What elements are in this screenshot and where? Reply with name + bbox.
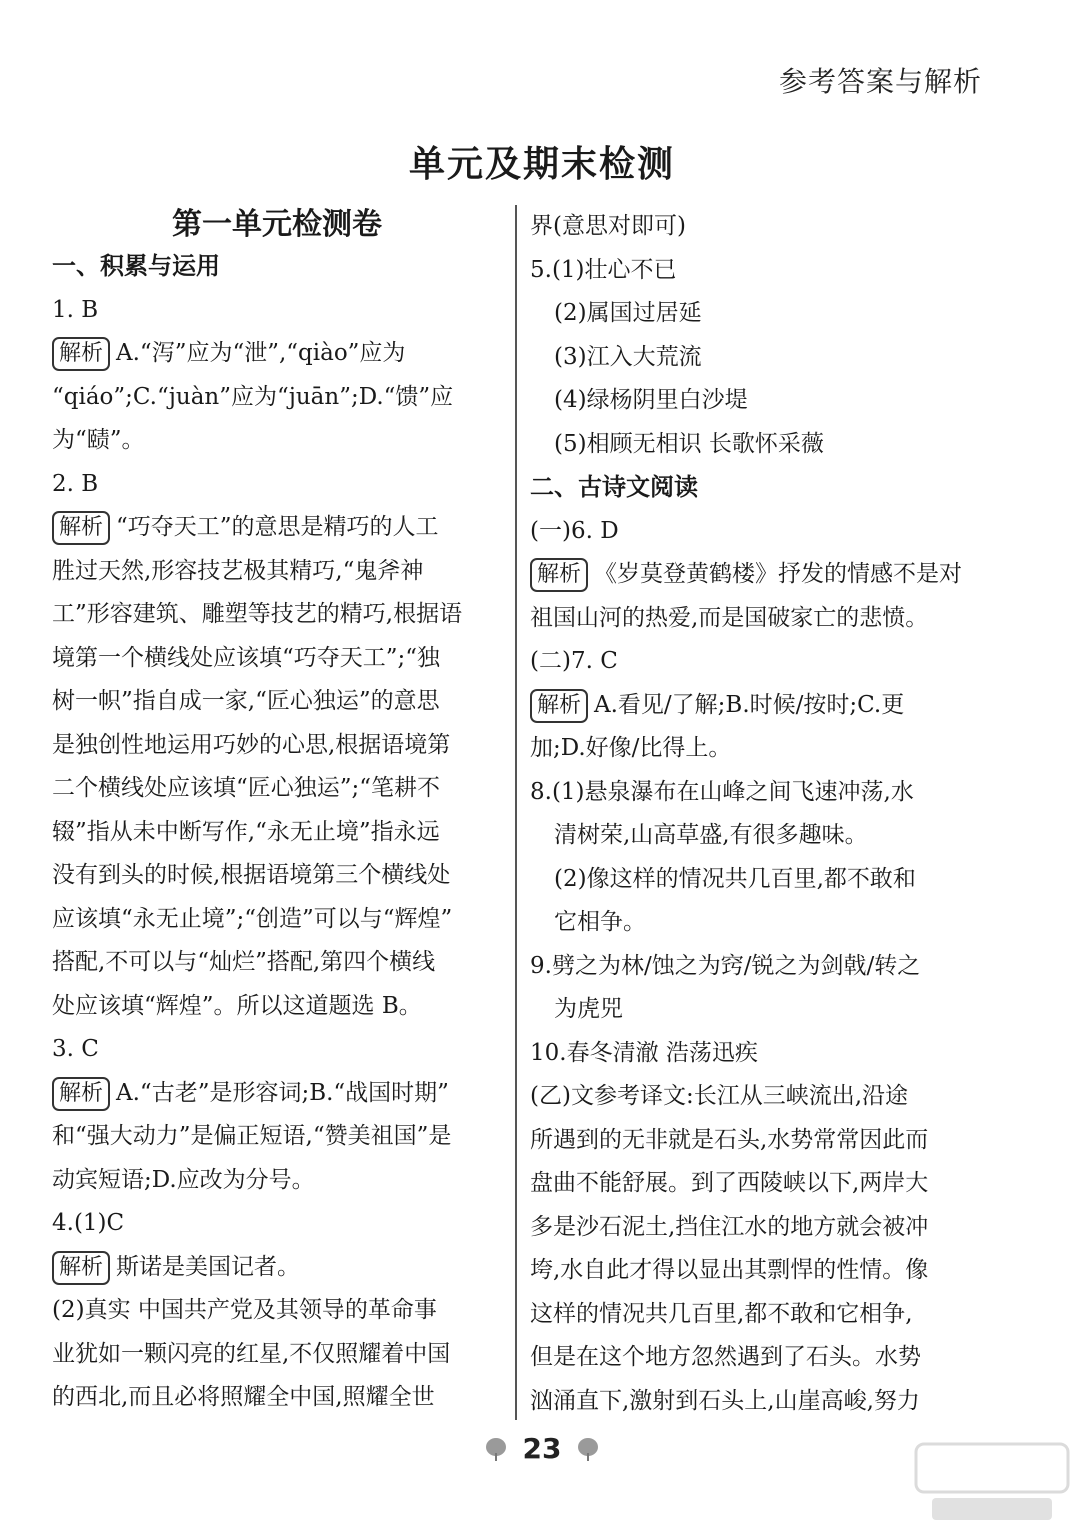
text-line: (二)7. C — [530, 648, 618, 674]
line-text: 斯诺是美国记者。 — [116, 1253, 301, 1280]
text-line: “qiáo”;C.“juàn”应为“juān”;D.“馈”应 — [52, 383, 454, 410]
text-line: 5.(1)壮心不已 — [530, 256, 677, 283]
text-line: 它相争。 — [554, 909, 646, 935]
text-line: (4)绿杨阴里白沙堤 — [554, 387, 748, 413]
text-line: (乙)文参考译文:长江从三峡流出,沿途 — [530, 1083, 909, 1109]
text-line: 汹涌直下,激射到石头上,山崖高峻,努力 — [530, 1387, 920, 1414]
text-line: (3)江入大荒流 — [554, 343, 702, 370]
right-lines — [530, 205, 982, 1423]
header-section-label: 参考答案与解析 — [778, 65, 982, 98]
left-column — [52, 205, 502, 1420]
line-text: A.“古老”是形容词;B.“战国时期” — [116, 1079, 449, 1106]
text-line: 10.春冬清澈 浩荡迅疾 — [530, 1039, 758, 1066]
text-line: 搭配,不可以与“灿烂”搭配,第四个横线 — [52, 949, 436, 975]
analysis-line — [52, 506, 502, 550]
text-line: 9.劈之为林/蚀之为窍/锐之为剑戟/转之 — [530, 952, 921, 979]
section-heading: 一、积累与运用 — [52, 252, 220, 280]
text-line: 8.(1)悬泉瀑布在山峰之间飞速冲荡,水 — [530, 778, 914, 805]
text-line: 工”形容建筑、雕塑等技艺的精巧,根据语 — [52, 601, 463, 627]
analysis-tag: 解析 — [52, 1251, 110, 1285]
text-line: 界(意思对即可) — [530, 213, 686, 239]
line-text: A.看见/了解;B.时候/按时;C.更 — [594, 691, 905, 718]
text-line: 所遇到的无非就是石头,水势常常因此而 — [530, 1126, 929, 1153]
text-line: 胜过天然,形容技艺极其精巧,“鬼斧神 — [52, 557, 424, 584]
analysis-line — [52, 1072, 502, 1116]
text-line: 的西北,而且必将照耀全中国,照耀全世 — [52, 1384, 435, 1410]
analysis-tag: 解析 — [52, 511, 110, 545]
text-line: 应该填“永无止境”;“创造”可以与“辉煌” — [52, 905, 453, 932]
page-number: 23 — [522, 1432, 562, 1465]
line-text: A.“泻”应为“泄”,“qiào”应为 — [116, 340, 406, 366]
analysis-tag: 解析 — [52, 337, 110, 371]
text-line: 2. B — [52, 470, 99, 497]
right-column — [530, 205, 982, 1423]
text-line: 清树荣,山高草盛,有很多趣味。 — [554, 822, 868, 848]
text-line: (一)6. D — [530, 517, 619, 544]
line-text: 《岁莫登黄鹤楼》抒发的情感不是对 — [594, 561, 963, 587]
column-divider — [515, 205, 517, 1420]
text-line: (2)像这样的情况共几百里,都不敢和 — [554, 865, 916, 892]
leaf-icon — [483, 1436, 509, 1462]
analysis-line — [530, 553, 982, 597]
text-line: 处应该填“辉煌”。所以这道题选 B。 — [52, 992, 422, 1019]
watermark-logo — [912, 1438, 1072, 1528]
page-title: 单元及期末检测 — [408, 144, 675, 185]
analysis-line — [530, 684, 982, 728]
text-line: 这样的情况共几百里,都不敢和它相争, — [530, 1300, 913, 1327]
leaf-icon — [575, 1436, 601, 1462]
text-line: 和“强大动力”是偏正短语,“赞美祖国”是 — [52, 1123, 452, 1149]
text-line: 二个横线处应该填“匠心独运”;“笔耕不 — [52, 775, 441, 801]
analysis-tag: 解析 — [530, 558, 588, 592]
text-line: 辍”指从未中断写作,“永无止境”指永远 — [52, 818, 440, 845]
text-line: (2)属国过居延 — [554, 300, 702, 326]
text-line: 垮,水自此才得以显出其剽悍的性情。像 — [530, 1257, 929, 1283]
text-line: 没有到头的时候,根据语境第三个横线处 — [52, 862, 451, 888]
text-line: 4.(1)C — [52, 1210, 125, 1236]
text-line: (5)相顾无相识 长歌怀采薇 — [554, 430, 824, 457]
text-line: 祖国山河的热爱,而是国破家亡的悲愤。 — [530, 604, 929, 631]
analysis-tag: 解析 — [52, 1077, 110, 1111]
analysis-line — [52, 1246, 502, 1290]
text-line: 1. B — [52, 296, 99, 323]
line-text: “巧夺天工”的意思是精巧的人工 — [116, 514, 439, 540]
analysis-line — [52, 332, 502, 376]
text-line: 3. C — [52, 1036, 99, 1062]
analysis-tag: 解析 — [530, 689, 588, 723]
text-line: 盘曲不能舒展。到了西陵峡以下,两岸大 — [530, 1170, 929, 1196]
text-line: 是独创性地运用巧妙的心思,根据语境第 — [52, 731, 451, 758]
text-line: 业犹如一颗闪亮的红星,不仅照耀着中国 — [52, 1340, 451, 1367]
text-line: 加;D.好像/比得上。 — [530, 735, 732, 761]
text-line: 为“赜”。 — [52, 427, 145, 453]
section-heading: 二、古诗文阅读 — [530, 473, 698, 501]
text-line: 动宾短语;D.应改为分号。 — [52, 1166, 315, 1193]
text-line: 但是在这个地方忽然遇到了石头。水势 — [530, 1344, 921, 1370]
text-line: 境第一个横线处应该填“巧夺天工”;“独 — [52, 644, 441, 671]
section-title: 第一单元检测卷 — [172, 207, 382, 242]
text-line: 为虎兕 — [554, 996, 623, 1022]
text-line: (2)真实 中国共产党及其领导的革命事 — [52, 1297, 437, 1323]
left-lines — [52, 245, 502, 1420]
text-line: 树一帜”指自成一家,“匠心独运”的意思 — [52, 688, 440, 714]
text-line: 多是沙石泥土,挡住江水的地方就会被冲 — [530, 1213, 929, 1240]
